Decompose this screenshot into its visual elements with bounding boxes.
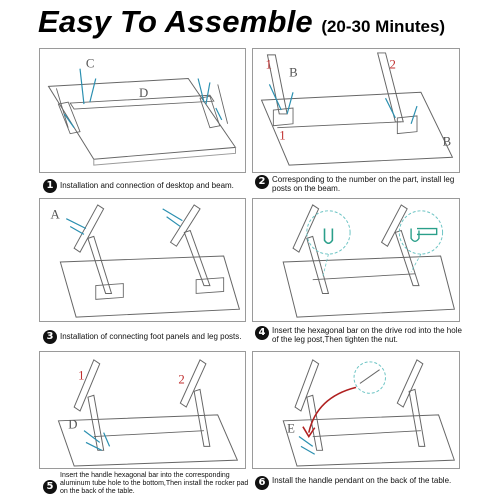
step-5-illustration bbox=[39, 351, 246, 469]
step-5-number: 5 bbox=[43, 480, 57, 494]
step-3-text: Installation of connecting foot panels and leg posts. bbox=[60, 332, 242, 341]
step-2-caption bbox=[255, 175, 463, 193]
step-6-illustration bbox=[252, 351, 460, 469]
step-2-number: 2 bbox=[255, 175, 269, 189]
step-4-illustration bbox=[252, 198, 460, 322]
step-1-caption bbox=[43, 179, 248, 193]
step-1-illustration bbox=[39, 48, 246, 173]
desk-beam-drawing bbox=[40, 49, 245, 172]
step-2-label-b-bottom: B bbox=[442, 134, 452, 149]
foot-panels-drawing bbox=[40, 199, 245, 321]
title-subtitle: (20-30 Minutes) bbox=[321, 17, 446, 36]
step-3-caption bbox=[43, 330, 253, 344]
hex-bar-drawing bbox=[253, 199, 459, 321]
step-2-illustration bbox=[252, 48, 460, 173]
step-4-text: Insert the hexagonal bar on the drive rod into the hole of the leg post,Then tighten the nut. bbox=[272, 326, 462, 344]
step-1-label-d: D bbox=[139, 86, 149, 101]
step-6-caption bbox=[255, 476, 463, 490]
step-2-label-2: 2 bbox=[389, 57, 396, 72]
step-3-number: 3 bbox=[43, 330, 57, 344]
title-main: Easy To Assemble bbox=[38, 4, 313, 39]
step-4-number: 4 bbox=[255, 326, 269, 340]
step-1-label-c: C bbox=[85, 56, 95, 71]
step-3-illustration bbox=[39, 198, 246, 322]
handle-bar-drawing bbox=[40, 352, 245, 468]
step-5-caption bbox=[43, 472, 251, 496]
step-2-text: Corresponding to the number on the part, install leg posts on the beam. bbox=[272, 175, 455, 193]
step-5-label-d: D bbox=[68, 417, 78, 432]
step-4-caption bbox=[255, 326, 463, 344]
step-1-text: Installation and connection of desktop and beam. bbox=[60, 181, 234, 190]
step-6-number: 6 bbox=[255, 476, 269, 490]
leg-posts-drawing bbox=[253, 49, 459, 172]
handle-pendant-drawing bbox=[253, 352, 459, 468]
step-5-label-2: 2 bbox=[178, 372, 185, 387]
step-2-label-1-bottom: 1 bbox=[279, 128, 286, 143]
step-6-label-e: E bbox=[287, 421, 295, 436]
step-3-label-a: A bbox=[50, 207, 60, 222]
step-5-label-1: 1 bbox=[78, 368, 85, 383]
page-title bbox=[38, 4, 445, 42]
step-5-text: Insert the handle hexagonal bar into the corresponding aluminum tube hole to the bottom,Then install the rocker pad on the back of the table. bbox=[60, 472, 249, 495]
step-2-label-1-top: 1 bbox=[265, 57, 272, 72]
step-2-label-b-top: B bbox=[289, 65, 298, 80]
step-1-number: 1 bbox=[43, 179, 57, 193]
step-6-text: Install the handle pendant on the back of the table. bbox=[272, 476, 452, 485]
